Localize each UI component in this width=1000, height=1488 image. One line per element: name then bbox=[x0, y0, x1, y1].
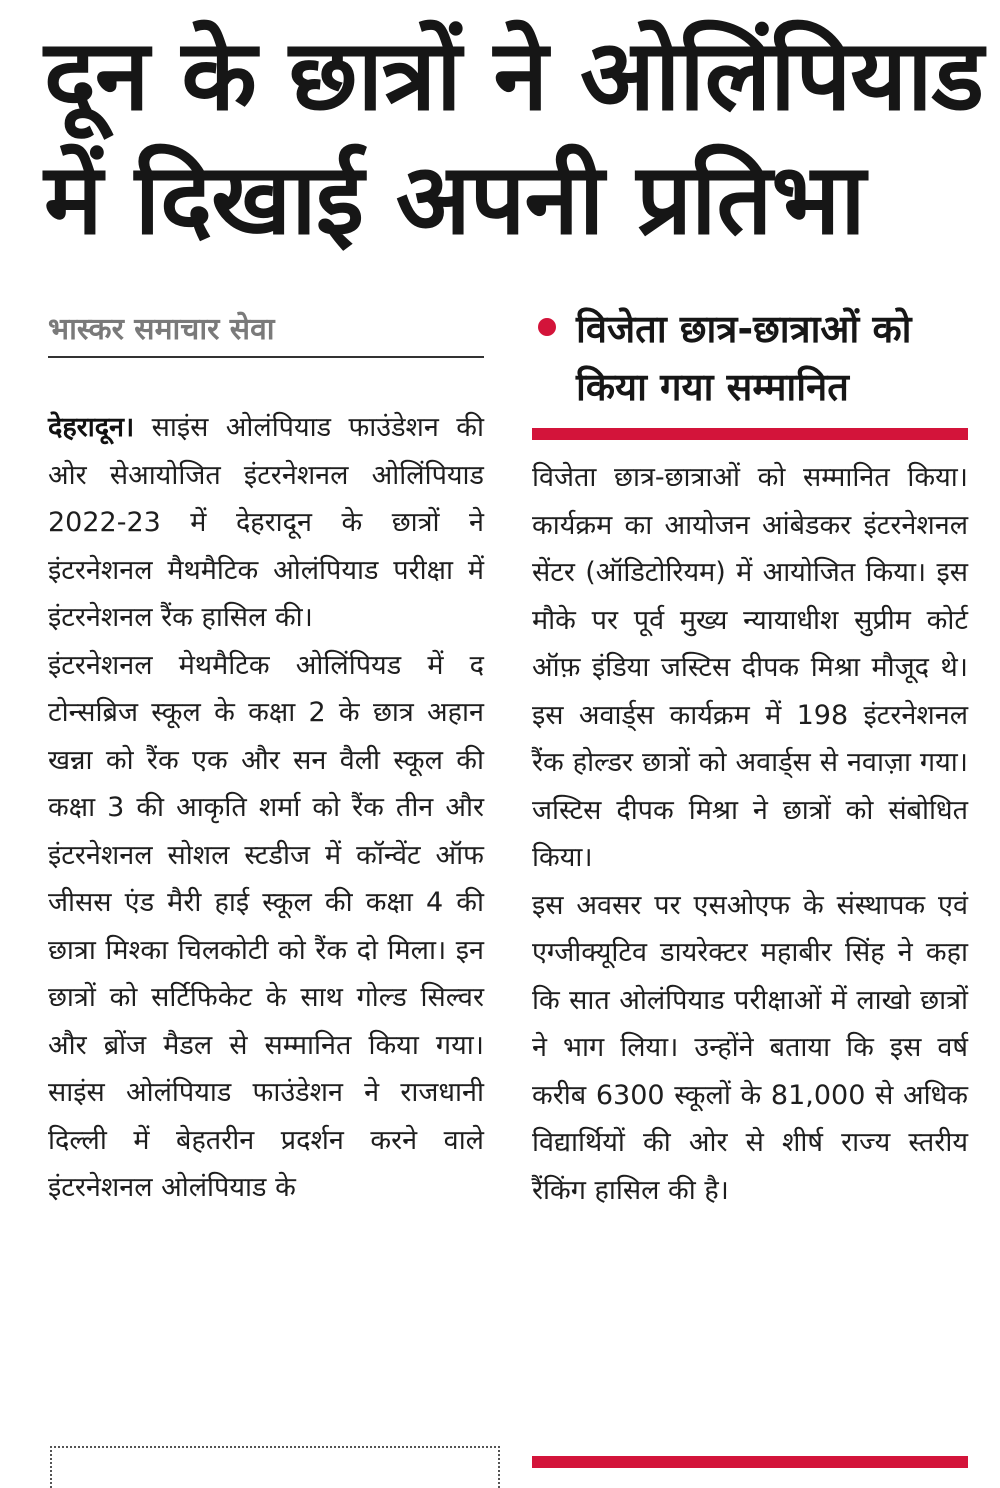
headline-line-2: में दिखाई अपनी प्रतिभा bbox=[44, 143, 865, 257]
bullet-dot-icon bbox=[538, 318, 556, 336]
dotted-box-border bbox=[50, 1446, 500, 1488]
headline bbox=[44, 14, 984, 262]
headline-line-1: दून के छात्रों ने ओलिंपियाड bbox=[44, 19, 983, 133]
left-paragraph-1-text: साइंस ओलंपियाड फाउंडेशन की ओर सेआयोजित इंटरनेशनल ओलिंपियाड 2022-23 में देहरादून के छात्रों ने इंटरनेशनल मैथमैटिक ओलंपियाड परीक्षा में इंटरनेशनल रैंक हासिल की। bbox=[48, 412, 484, 633]
red-divider-top bbox=[532, 428, 968, 440]
left-paragraph-1 bbox=[48, 404, 484, 642]
right-paragraph-2: इस अवसर पर एसओएफ के संस्थापक एवं एग्जीक्यूटिव डायरेक्टर महाबीर सिंह ने कहा कि सात ओलंपियाड परीक्षाओं में लाखो छात्रों ने भाग लिया। उन्होंने बताया कि इस वर्ष करीब 6300 स्कूलों के 81,000 से अधिक विद्यार्थियों की ओर से शीर्ष राज्य स्तरीय रैंकिंग हासिल की है। bbox=[532, 889, 968, 1206]
subheading: विजेता छात्र-छात्राओं को किया गया सम्मानित bbox=[576, 307, 912, 409]
right-column bbox=[532, 454, 968, 1214]
right-paragraph-1: विजेता छात्र-छात्राओं को सम्मानित किया। कार्यक्रम का आयोजन आंबेडकर इंटरनेशनल सेंटर (ऑडिटोरियम) में आयोजित किया। इस मौके पर पूर्व मुख्य न्यायाधीश सुप्रीम कोर्ट ऑफ़ इंडिया जस्टिस दीपक मिश्रा मौजूद थे। इस अवार्ड्स कार्यक्रम में 198 इंटरनेशनल रैंक होल्डर छात्रों को अवार्ड्स से नवाज़ा गया। जस्टिस दीपक मिश्रा ने छात्रों को संबोधित किया। bbox=[532, 462, 968, 873]
left-column bbox=[48, 404, 484, 1212]
left-paragraph-2: इंटरनेशनल मेथमैटिक ओलिंपियड में द टोन्सब्रिज स्कूल के कक्षा 2 के छात्र अहान खन्ना को रैंक एक और सन वैली स्कूल की कक्षा 3 की आकृति शर्मा को रैंक तीन और इंटरनेशनल सोशल स्टडीज में कॉन्वेंट ऑफ जीसस एंड मैरी हाई स्कूल की कक्षा 4 की छात्रा मिश्का चिलकोटी को रैंक दो मिला। इन छात्रों को सर्टिफिकेट के साथ गोल्ड सिल्वर और ब्रोंज मैडल से सम्मानित किया गया। साइंस ओलंपियाड फाउंडेशन ने राजधानी दिल्ली में बेहतरीन प्रदर्शन करने वाले इंटरनेशनल ओलंपियाड के bbox=[48, 649, 484, 1203]
red-divider-bottom bbox=[532, 1456, 968, 1468]
dateline: देहरादून। bbox=[48, 412, 135, 443]
subheading-block bbox=[534, 300, 970, 416]
byline: भास्कर समाचार सेवा bbox=[48, 306, 484, 358]
